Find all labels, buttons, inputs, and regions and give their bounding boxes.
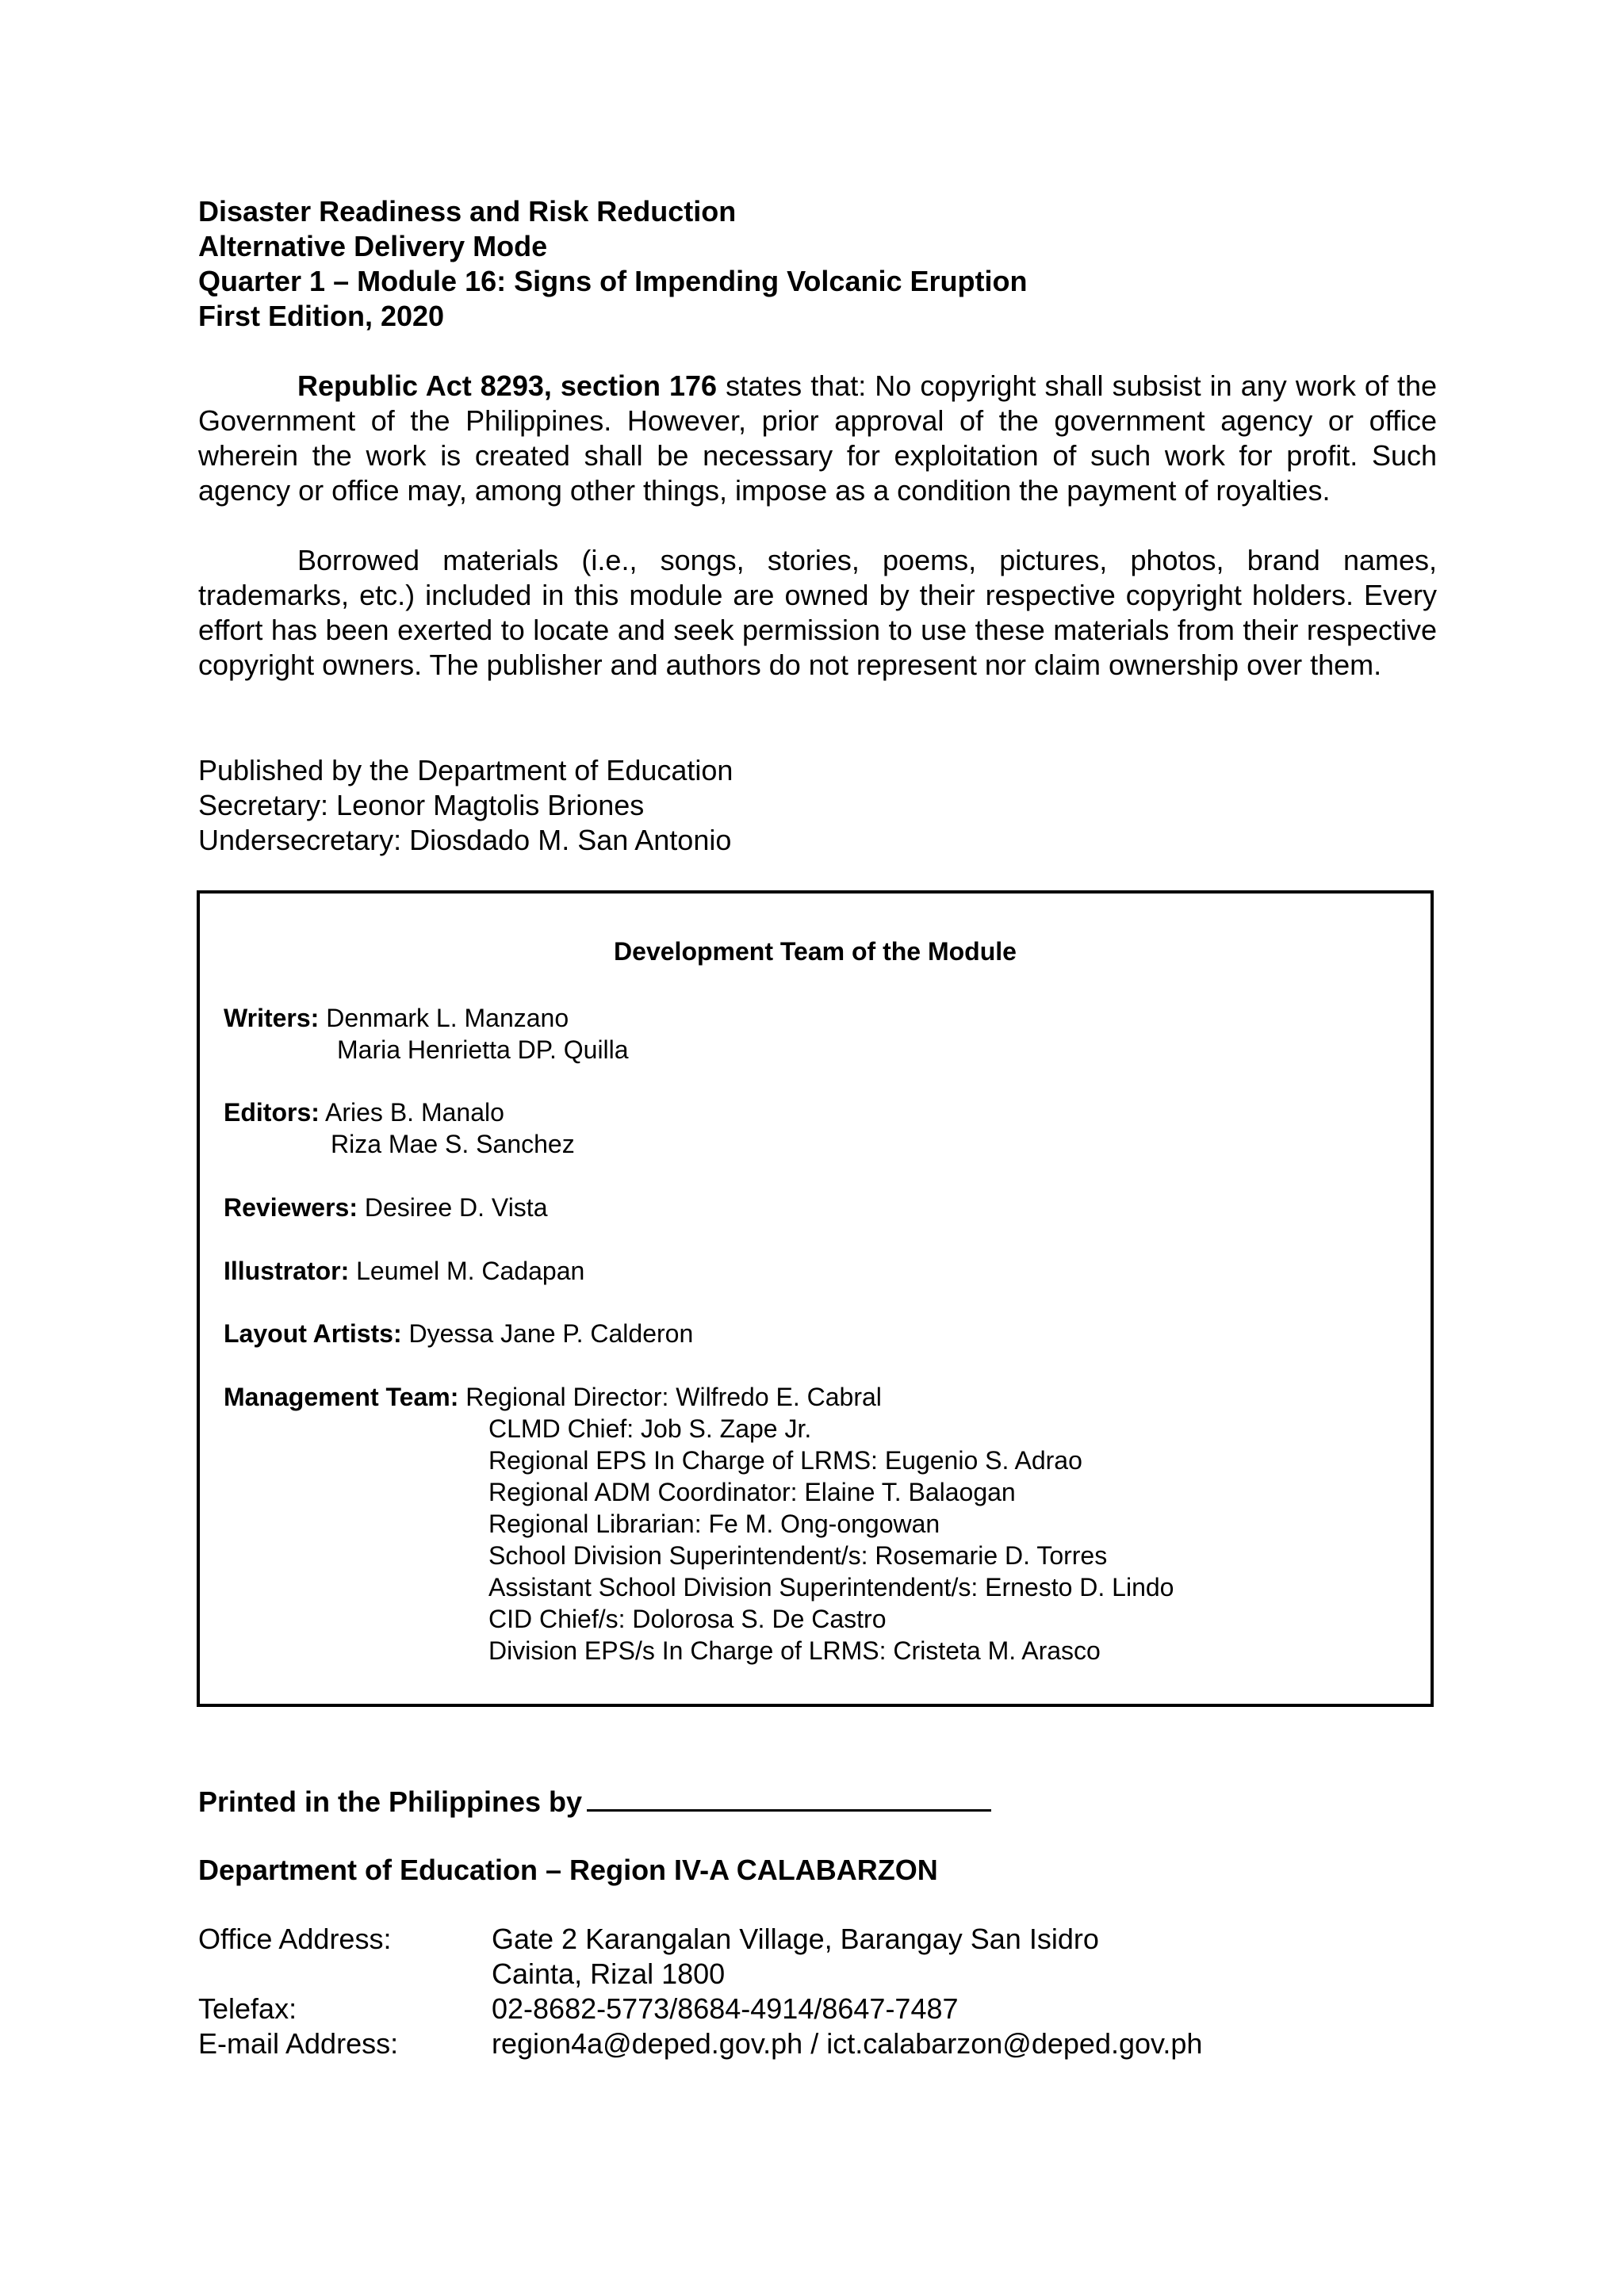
telefax-label: Telefax: bbox=[198, 1992, 297, 2025]
management-member: CLMD Chief: Job S. Zape Jr. bbox=[488, 1414, 812, 1443]
printed-by-label: Printed in the Philippines by bbox=[198, 1785, 583, 1818]
borrowed-materials-paragraph: Borrowed materials (i.e., songs, stories, poems, pictures, photos, brand names, trademarks, etc.) included in this module are owned by their respective copyright holders. Every effort has been exerted to locate and seek permission to use these materials from their respective copyright owners. The publisher and authors do not represent nor claim ownership over them. bbox=[198, 544, 1437, 681]
reviewers-label: Reviewers: bbox=[224, 1193, 358, 1222]
illustrator-row bbox=[224, 1255, 584, 1287]
layout-artists-label: Layout Artists: bbox=[224, 1319, 402, 1348]
writer-name: Maria Henrietta DP. Quilla bbox=[337, 1035, 629, 1064]
copyright-text: states that: No copyright shall subsist in any work of the Government of the Philippines. However, prior approval of the government agency or office wherein the work is created shall be necessary for exploitation of such work for profit. Such agency or office may, among other things, impose as a condition the payment of royalties. bbox=[198, 369, 1437, 507]
email-label: E-mail Address: bbox=[198, 2027, 399, 2060]
edition: First Edition, 2020 bbox=[198, 300, 445, 332]
printer-blank-line bbox=[587, 1782, 991, 1812]
management-member: School Division Superintendent/s: Rosemarie D. Torres bbox=[488, 1541, 1108, 1570]
subject-title: Disaster Readiness and Risk Reduction bbox=[198, 195, 737, 228]
module-title-block bbox=[198, 194, 1027, 334]
management-member: Regional EPS In Charge of LRMS: Eugenio S. Adrao bbox=[488, 1446, 1082, 1475]
writer-name: Denmark L. Manzano bbox=[326, 1004, 569, 1032]
development-team-box bbox=[197, 890, 1434, 1707]
layout-artists-row bbox=[224, 1318, 693, 1349]
module-title: Quarter 1 – Module 16: Signs of Impending Volcanic Eruption bbox=[198, 265, 1028, 297]
management-member: Regional ADM Coordinator: Elaine T. Balaogan bbox=[488, 1478, 1016, 1506]
reviewer-name: Desiree D. Vista bbox=[364, 1193, 548, 1222]
management-team-row bbox=[224, 1381, 882, 1413]
office-address-line1: Gate 2 Karangalan Village, Barangay San Isidro bbox=[492, 1923, 1099, 1955]
layout-artist-name: Dyessa Jane P. Calderon bbox=[408, 1319, 694, 1348]
publisher: Published by the Department of Education bbox=[198, 754, 733, 786]
editor-name: Riza Mae S. Sanchez bbox=[331, 1130, 575, 1158]
secretary: Secretary: Leonor Magtolis Briones bbox=[198, 789, 645, 821]
editors-label: Editors: bbox=[224, 1098, 320, 1127]
printed-by-line bbox=[198, 1782, 991, 1819]
undersecretary: Undersecretary: Diosdado M. San Antonio bbox=[198, 824, 732, 856]
writers-row bbox=[224, 1002, 569, 1034]
management-member: Regional Director: Wilfredo E. Cabral bbox=[465, 1383, 882, 1411]
copyright-law-reference: Republic Act 8293, section 176 bbox=[297, 369, 718, 402]
management-member: Assistant School Division Superintendent/s: Ernesto D. Lindo bbox=[488, 1573, 1174, 1601]
management-member: Regional Librarian: Fe M. Ong-ongowan bbox=[488, 1510, 940, 1538]
copyright-paragraph bbox=[198, 369, 1437, 508]
team-title: Development Team of the Module bbox=[614, 937, 1017, 966]
email-address: region4a@deped.gov.ph / ict.calabarzon@deped.gov.ph bbox=[492, 2027, 1203, 2060]
office-address-label: Office Address: bbox=[198, 1923, 392, 1955]
region-title: Department of Education – Region IV-A CALABARZON bbox=[198, 1854, 938, 1886]
management-member: Division EPS/s In Charge of LRMS: Cristeta M. Arasco bbox=[488, 1636, 1101, 1665]
writers-label: Writers: bbox=[224, 1004, 320, 1032]
management-member: CID Chief/s: Dolorosa S. De Castro bbox=[488, 1605, 887, 1633]
reviewers-row bbox=[224, 1192, 547, 1223]
delivery-mode: Alternative Delivery Mode bbox=[198, 230, 548, 262]
office-address-line2: Cainta, Rizal 1800 bbox=[492, 1957, 726, 1990]
publisher-block bbox=[198, 753, 733, 858]
editor-name: Aries B. Manalo bbox=[325, 1098, 504, 1127]
illustrator-label: Illustrator: bbox=[224, 1257, 350, 1285]
management-team-label: Management Team: bbox=[224, 1383, 459, 1411]
editors-row bbox=[224, 1096, 504, 1128]
illustrator-name: Leumel M. Cadapan bbox=[356, 1257, 585, 1285]
telefax-number: 02-8682-5773/8684-4914/8647-7487 bbox=[492, 1992, 959, 2025]
